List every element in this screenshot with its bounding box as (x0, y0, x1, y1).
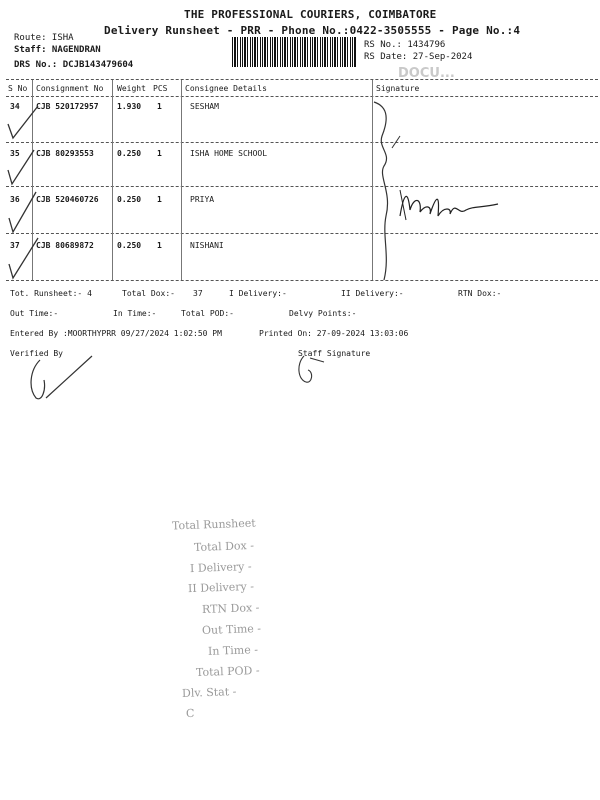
company-name: THE PROFESSIONAL COURIERS, COIMBATORE (184, 8, 437, 21)
row-divider (6, 233, 598, 234)
row-consignee: NISHANI (190, 241, 224, 250)
col-header-consignee: Consignee Details (185, 84, 267, 93)
stamp-line: Total POD - (195, 663, 260, 680)
in-time: In Time:- (113, 309, 157, 318)
stamp-line: I Delivery - (189, 559, 252, 576)
col-divider (181, 80, 182, 280)
stamp-line: Total Dox - (193, 538, 255, 555)
row-sno: 37 (10, 241, 20, 250)
barcode (232, 37, 356, 67)
row-consignment: CJB 80293553 (36, 149, 94, 158)
stamp-line: C (185, 706, 195, 721)
out-time: Out Time:- (10, 309, 59, 318)
rs-date: RS Date: 27-Sep-2024 (364, 52, 473, 62)
row-pcs: 1 (157, 195, 162, 204)
table-bottom-rule (6, 280, 598, 281)
ii-delivery: II Delivery:- (341, 289, 404, 298)
table-top-rule (6, 79, 598, 80)
row-weight: 0.250 (117, 195, 142, 204)
verified-by: Verified By (10, 349, 63, 358)
row-divider (6, 186, 598, 187)
col-header-consignment: Consignment No (36, 84, 104, 93)
stamp-line: In Time - (207, 643, 259, 658)
row-consignee: PRIYA (190, 195, 215, 204)
stamp-line: Total Runsheet (171, 516, 256, 533)
row-pcs: 1 (157, 241, 162, 250)
stamp-line: Dlv. Stat - (181, 685, 237, 700)
col-header-sno: S No (8, 84, 28, 93)
total-pod: Total POD:- (181, 309, 234, 318)
entered-by: Entered By :MOORTHYPRR 09/27/2024 1:02:50 PM (10, 329, 222, 338)
route-label: Route: ISHA (14, 33, 74, 43)
runsheet-title: Delivery Runsheet - PRR - Phone No.:0422-3505555 - Page No.:4 (104, 24, 521, 37)
stamp-line: Out Time - (201, 621, 262, 638)
staff-signature-label: Staff Signature (298, 349, 371, 358)
row-weight: 0.250 (117, 241, 142, 250)
delvy-points: Delvy Points:- (289, 309, 357, 318)
staff-signature-drawing (294, 352, 334, 388)
row-sno: 36 (10, 195, 20, 204)
rs-number: RS No.: 1434796 (364, 40, 446, 50)
col-header-signature: Signature (376, 84, 420, 93)
row-sno: 34 (10, 102, 20, 111)
row-divider (6, 142, 598, 143)
col-header-weight: Weight (117, 84, 146, 93)
col-header-pcs: PCS (153, 84, 168, 93)
stamp-line: RTN Dox - (201, 601, 260, 616)
faded-stamp-text: DOCU... (398, 66, 455, 81)
signature-drawing (396, 186, 506, 226)
col-divider (112, 80, 113, 280)
total-dox-value: 37 (193, 289, 203, 298)
drs-number: DRS No.: DCJB143479604 (14, 60, 134, 70)
row-sno: 35 (10, 149, 20, 158)
checkmark-ticks-drawing (4, 100, 44, 300)
stamp-line: II Delivery - (187, 579, 255, 596)
table-header-rule (6, 96, 598, 97)
row-weight: 1.930 (117, 102, 142, 111)
rtn-dox: RTN Dox:- (458, 289, 502, 298)
row-pcs: 1 (157, 102, 162, 111)
i-delivery: I Delivery:- (229, 289, 287, 298)
staff-label: Staff: NAGENDRAN (14, 45, 101, 55)
row-consignment: CJB 80689872 (36, 241, 94, 250)
row-pcs: 1 (157, 149, 162, 158)
row-consignee: SESHAM (190, 102, 219, 111)
tot-runsheet: Tot. Runsheet:- 4 (10, 289, 92, 298)
printed-on: Printed On: 27-09-2024 13:03:06 (259, 329, 409, 338)
row-weight: 0.250 (117, 149, 142, 158)
verified-signature-drawing (26, 354, 96, 404)
row-consignment: CJB 520172957 (36, 102, 99, 111)
row-consignment: CJB 520460726 (36, 195, 99, 204)
row-consignee: ISHA HOME SCHOOL (190, 149, 268, 158)
total-dox-label: Total Dox:- (122, 289, 175, 298)
